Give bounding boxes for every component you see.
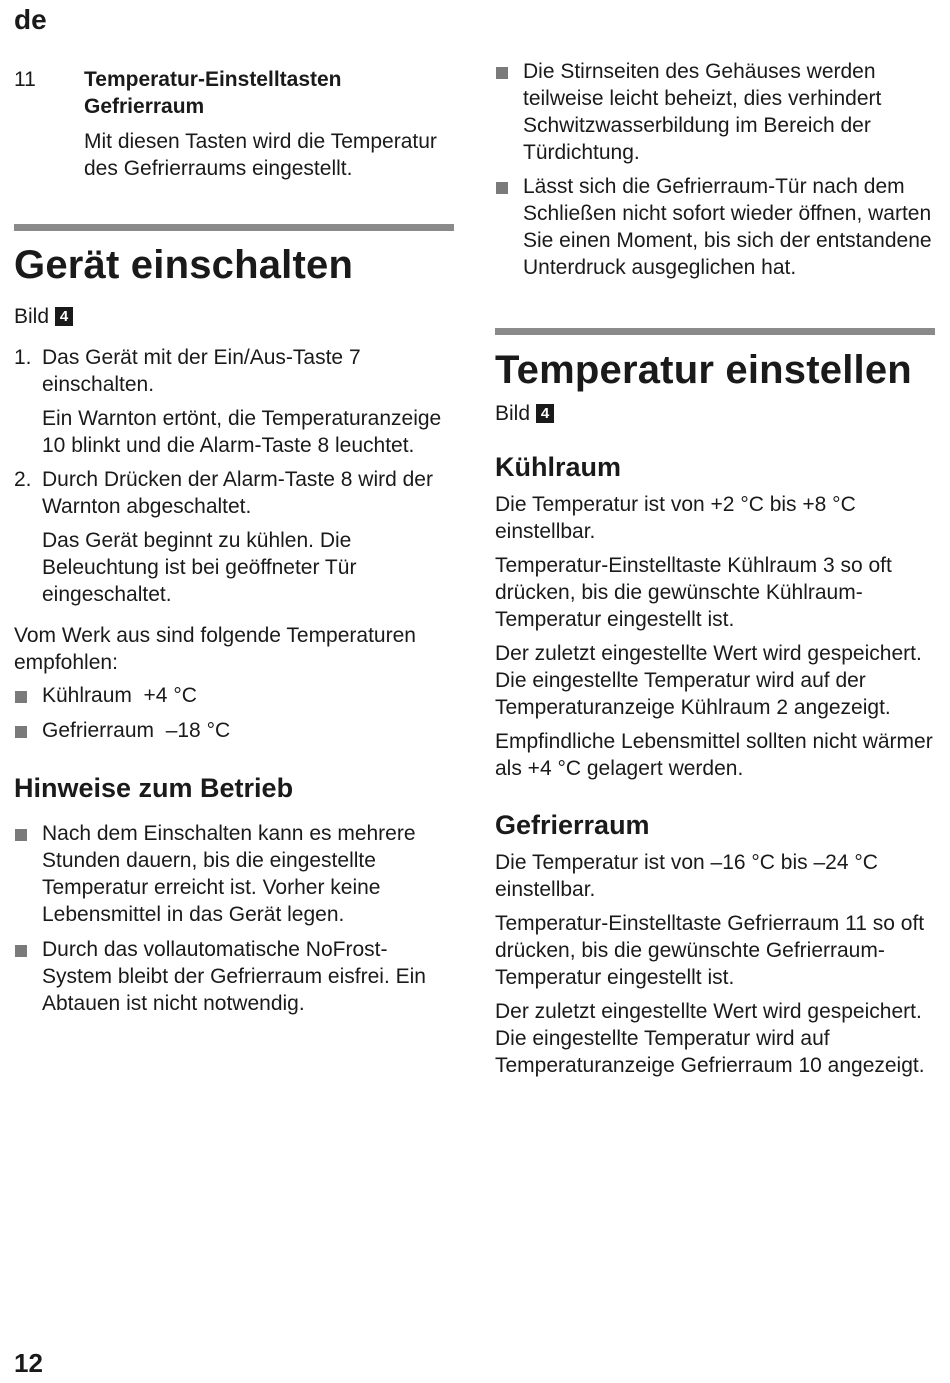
paragraph: Die Temperatur ist von +2 °C bis +8 °C einstellbar. — [495, 493, 856, 543]
figure-number-badge: 4 — [55, 307, 73, 326]
left-column — [14, 66, 454, 1017]
notes-list-continued — [495, 58, 935, 281]
figure-number-badge: 4 — [536, 404, 554, 423]
square-bullet-icon — [15, 726, 27, 738]
list-item: Kühlraum +4 °C — [14, 682, 454, 709]
square-bullet-icon — [15, 945, 27, 957]
step-text: Durch Drücken der Alarm-Taste 8 wird der Warnton abgeschaltet. — [42, 468, 433, 518]
step-number: 2. — [14, 468, 32, 491]
subheading-kuehlraum: Kühlraum — [495, 452, 622, 482]
section-heading-temperatur-einstellen: Temperatur einstellen — [495, 348, 912, 392]
square-bullet-icon — [496, 67, 508, 79]
item-11 — [14, 66, 454, 182]
subheading-hinweise: Hinweise zum Betrieb — [14, 773, 294, 803]
notes-list — [14, 820, 454, 1017]
square-bullet-icon — [496, 182, 508, 194]
list-item: Durch das vollautomatische NoFrost-System bleibt der Gefrierraum eisfrei. Ein Abtauen ist nicht notwendig. — [14, 936, 454, 1017]
item-description: Mit diesen Tasten wird die Temperatur des Gefrierraums eingestellt. — [84, 130, 437, 180]
section-divider — [14, 224, 454, 231]
figure-reference — [495, 400, 935, 427]
section-divider — [495, 328, 935, 335]
page-number: 12 — [14, 1348, 43, 1378]
step-note: Ein Warnton ertönt, die Temperaturanzeige 10 blinkt und die Alarm-Taste 8 leuchtet. — [42, 407, 442, 457]
figure-label: Bild — [495, 402, 531, 425]
step-item — [14, 466, 454, 608]
figure-reference — [14, 303, 454, 330]
figure-label: Bild — [14, 305, 50, 328]
step-item — [14, 344, 454, 459]
step-number: 1. — [14, 346, 32, 369]
paragraph: Der zuletzt eingestellte Wert wird gespeichert. Die eingestellte Temperatur wird auf der Temperaturanzeige Kühlraum 2 angezeigt. — [495, 642, 922, 719]
subheading-gefrierraum: Gefrierraum — [495, 810, 650, 840]
step-note: Das Gerät beginnt zu kühlen. Die Beleuchtung ist bei geöffneter Tür eingeschaltet. — [42, 529, 357, 606]
item-title: Temperatur-Einstelltasten Gefrierraum — [84, 68, 342, 118]
section-heading-geraet-einschalten: Gerät einschalten — [14, 243, 354, 287]
language-tag: de — [14, 4, 47, 35]
paragraph: Temperatur-Einstelltaste Kühlraum 3 so oft drücken, bis die gewünschte Kühlraum-Temperatur eingestellt ist. — [495, 554, 892, 631]
paragraph: Empfindliche Lebensmittel sollten nicht wärmer als +4 °C gelagert werden. — [495, 730, 933, 780]
square-bullet-icon — [15, 829, 27, 841]
square-bullet-icon — [15, 691, 27, 703]
list-item: Die Stirnseiten des Gehäuses werden teilweise leicht beheizt, dies verhindert Schwitzwasserbildung im Bereich der Türdichtung. — [495, 58, 935, 166]
recommend-list — [14, 682, 454, 744]
paragraph: Die Temperatur ist von –16 °C bis –24 °C einstellbar. — [495, 851, 878, 901]
recommend-intro: Vom Werk aus sind folgende Temperaturen empfohlen: — [14, 624, 416, 674]
right-column — [495, 58, 935, 1079]
step-text: Das Gerät mit der Ein/Aus-Taste 7 einschalten. — [42, 346, 361, 396]
item-number: 11 — [14, 68, 36, 91]
list-item: Lässt sich die Gefrierraum-Tür nach dem Schließen nicht sofort wieder öffnen, warten Sie einen Moment, bis sich der entstandene Unterdruck ausgeglichen hat. — [495, 173, 935, 281]
paragraph: Der zuletzt eingestellte Wert wird gespeichert. Die eingestellte Temperatur wird auf Temperaturanzeige Gefrierraum 10 angezeigt. — [495, 1000, 925, 1077]
steps-list — [14, 344, 454, 608]
list-item: Nach dem Einschalten kann es mehrere Stunden dauern, bis die eingestellte Temperatur erreicht ist. Vorher keine Lebensmittel in das Gerät legen. — [14, 820, 454, 928]
list-item: Gefrierraum –18 °C — [14, 717, 454, 744]
paragraph: Temperatur-Einstelltaste Gefrierraum 11 so oft drücken, bis die gewünschte Gefrierraum-Temperatur eingestellt ist. — [495, 912, 925, 989]
